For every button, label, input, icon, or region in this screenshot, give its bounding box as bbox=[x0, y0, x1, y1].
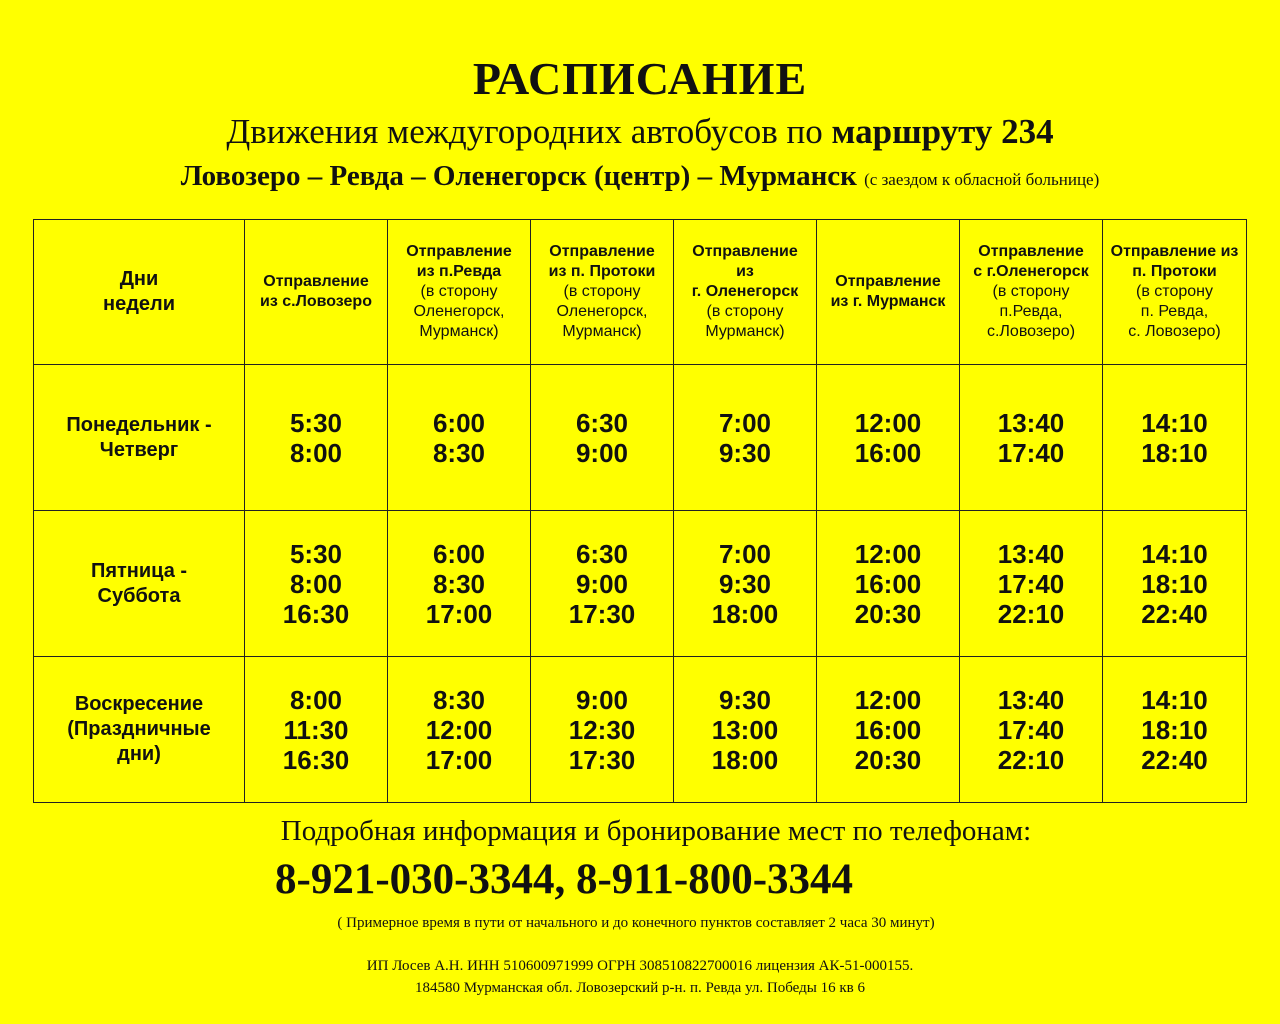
departure-times-cell bbox=[388, 365, 531, 511]
departure-times-cell bbox=[960, 657, 1103, 803]
departure-time: 16:30 bbox=[282, 744, 350, 775]
column-header-direction-line: с.Ловозеро) bbox=[986, 323, 1076, 340]
departure-times-cell bbox=[1103, 511, 1247, 657]
departure-time: 12:30 bbox=[568, 714, 636, 745]
column-header-direction-line: Оленегорск, bbox=[413, 303, 505, 320]
column-header-direction-line: Мурманск) bbox=[419, 323, 499, 340]
departure-time: 11:30 bbox=[283, 714, 349, 745]
departure-time: 13:00 bbox=[711, 714, 779, 745]
departure-times-cell bbox=[674, 657, 817, 803]
column-header-2 bbox=[388, 220, 531, 365]
departure-time: 17:30 bbox=[568, 598, 636, 629]
departure-time: 22:40 bbox=[1141, 598, 1208, 629]
column-header-title-line: из г. Мурманск bbox=[830, 293, 946, 310]
day-cell bbox=[34, 365, 245, 511]
departure-time: 7:00 bbox=[718, 538, 772, 569]
legal-info bbox=[0, 955, 1280, 999]
departure-times-cell bbox=[531, 511, 674, 657]
column-header-5 bbox=[817, 220, 960, 365]
departure-times-cell bbox=[817, 657, 960, 803]
subtitle-prefix: Движения междугородних автобусов по bbox=[226, 112, 832, 151]
column-header-3 bbox=[531, 220, 674, 365]
day-label-line: Суббота bbox=[97, 584, 181, 607]
departure-time: 13:40 bbox=[997, 538, 1065, 569]
departure-time: 9:30 bbox=[718, 684, 772, 715]
departure-time: 9:30 bbox=[718, 568, 772, 599]
departure-time: 14:10 bbox=[1141, 684, 1208, 715]
column-header-title-line: п. Протоки bbox=[1132, 263, 1217, 280]
departure-time: 18:00 bbox=[711, 744, 779, 775]
departure-times-cell bbox=[817, 511, 960, 657]
column-header-title-line: г. Оленегорск bbox=[691, 283, 799, 300]
column-header-title-line: из с.Ловозеро bbox=[260, 293, 372, 310]
contact-info-text: Подробная информация и бронирование мест по телефонам: bbox=[280, 815, 1032, 847]
departure-time: 22:10 bbox=[997, 744, 1065, 775]
column-header-direction-line: п.Ревда, bbox=[999, 303, 1063, 320]
departure-time: 9:00 bbox=[575, 437, 629, 468]
departure-time: 13:40 bbox=[997, 684, 1065, 715]
route-note: (с заездом к обласной больнице) bbox=[864, 170, 1100, 189]
days-header-line: недели bbox=[102, 293, 176, 315]
departure-time: 16:00 bbox=[854, 437, 922, 468]
departure-time: 22:40 bbox=[1141, 744, 1208, 775]
column-header-title-line: из п.Ревда bbox=[416, 263, 502, 280]
departure-time: 16:00 bbox=[854, 568, 922, 599]
route-line bbox=[0, 160, 1280, 193]
departure-times-cell bbox=[531, 657, 674, 803]
poster-subtitle bbox=[0, 112, 1280, 152]
column-header-title-line: Отправление bbox=[549, 243, 655, 260]
column-header-direction-line: (в сторону bbox=[992, 283, 1070, 300]
departure-times-cell bbox=[245, 657, 388, 803]
day-label-line: (Праздничные bbox=[67, 718, 211, 740]
column-header-title-line: Отправление bbox=[835, 273, 941, 290]
days-header-line: Дни bbox=[119, 268, 159, 290]
route-stops: Ловозеро – Ревда – Оленегорск (центр) – Мурманск bbox=[180, 160, 857, 192]
column-header-direction-line: п. Ревда, bbox=[1140, 303, 1209, 320]
departure-time: 20:30 bbox=[854, 744, 922, 775]
column-header-title-line: Отправление bbox=[978, 243, 1084, 260]
departure-time: 14:10 bbox=[1141, 538, 1208, 569]
day-cell bbox=[34, 657, 245, 803]
departure-times-cell bbox=[1103, 657, 1247, 803]
departure-time: 12:00 bbox=[425, 714, 493, 745]
column-header-title-line: из bbox=[736, 263, 754, 280]
departure-times-cell bbox=[960, 365, 1103, 511]
departure-time: 17:40 bbox=[997, 568, 1065, 599]
departure-time: 14:10 bbox=[1141, 407, 1208, 438]
table-row bbox=[34, 365, 1247, 511]
departure-time: 16:00 bbox=[854, 714, 922, 745]
table-row bbox=[34, 511, 1247, 657]
departure-times-cell bbox=[1103, 365, 1247, 511]
departure-time: 8:00 bbox=[289, 437, 343, 468]
departure-time: 9:00 bbox=[575, 684, 629, 715]
column-header-title-line: Отправление из bbox=[1110, 243, 1239, 260]
day-label-line: Четверг bbox=[99, 438, 179, 461]
column-header-direction-line: Мурманск) bbox=[562, 323, 642, 340]
legal-line: ИП Лосев А.Н. ИНН 510600971999 ОГРН 308510822700016 лицензия АК-51-000155. bbox=[366, 958, 914, 974]
legal-line: 184580 Мурманская обл. Ловозерский р-н. п. Ревда ул. Победы 16 кв 6 bbox=[415, 980, 865, 996]
day-cell bbox=[34, 511, 245, 657]
departure-time: 18:10 bbox=[1141, 568, 1208, 599]
column-header-title-line: с г.Оленегорск bbox=[973, 263, 1089, 280]
column-header-direction-line: (в сторону bbox=[1136, 283, 1213, 300]
day-label-line: Воскресение bbox=[74, 693, 204, 715]
departure-time: 18:10 bbox=[1141, 714, 1208, 745]
phone-numbers: 8-921-030-3344, 8-911-800-3344 bbox=[275, 856, 854, 903]
departure-times-cell bbox=[674, 365, 817, 511]
departure-times-cell bbox=[245, 511, 388, 657]
departure-time: 8:00 bbox=[289, 568, 343, 599]
departure-times-cell bbox=[388, 511, 531, 657]
departure-time: 17:40 bbox=[997, 714, 1065, 745]
column-header-direction-line: Мурманск) bbox=[705, 323, 785, 340]
departure-time: 5:30 bbox=[289, 407, 343, 438]
column-header-title-line: Отправление bbox=[692, 243, 798, 260]
departure-time: 12:00 bbox=[854, 538, 922, 569]
departure-time: 6:00 bbox=[432, 538, 486, 569]
departure-time: 8:30 bbox=[432, 684, 486, 715]
departure-time: 17:30 bbox=[568, 744, 636, 775]
days-header-cell bbox=[34, 220, 245, 365]
departure-times-cell bbox=[245, 365, 388, 511]
travel-time-note: ( Примерное время в пути от начального и до конечного пунктов составляет 2 часа 30 минут) bbox=[337, 915, 935, 931]
departure-time: 12:00 bbox=[854, 684, 922, 715]
departure-time: 6:30 bbox=[575, 538, 629, 569]
column-header-direction-line: (в сторону bbox=[420, 283, 498, 300]
departure-time: 17:00 bbox=[425, 598, 493, 629]
column-header-direction-line: Оленегорск, bbox=[556, 303, 648, 320]
schedule-table bbox=[33, 219, 1247, 803]
departure-time: 13:40 bbox=[997, 407, 1065, 438]
departure-time: 6:00 bbox=[432, 407, 486, 438]
departure-time: 18:00 bbox=[711, 598, 779, 629]
subtitle-route-number: маршруту 234 bbox=[831, 112, 1054, 151]
day-label-line: дни) bbox=[117, 743, 161, 765]
day-label-line: Пятница - bbox=[90, 559, 188, 582]
departure-time: 8:30 bbox=[432, 437, 486, 468]
poster-title: РАСПИСАНИЕ bbox=[472, 53, 808, 104]
departure-time: 8:00 bbox=[289, 684, 343, 715]
column-header-7 bbox=[1103, 220, 1247, 365]
table-row bbox=[34, 657, 1247, 803]
departure-time: 8:30 bbox=[432, 568, 486, 599]
column-header-direction-line: (в сторону bbox=[706, 303, 784, 320]
column-header-title-line: Отправление bbox=[263, 273, 369, 290]
departure-times-cell bbox=[388, 657, 531, 803]
departure-time: 12:00 bbox=[854, 407, 922, 438]
departure-time: 6:30 bbox=[575, 407, 629, 438]
departure-time: 18:10 bbox=[1141, 437, 1208, 468]
departure-time: 5:30 bbox=[289, 538, 343, 569]
column-header-direction-line: (в сторону bbox=[563, 283, 641, 300]
column-header-4 bbox=[674, 220, 817, 365]
departure-time: 17:40 bbox=[997, 437, 1065, 468]
departure-time: 16:30 bbox=[282, 598, 350, 629]
header-row bbox=[34, 220, 1247, 365]
departure-times-cell bbox=[674, 511, 817, 657]
departure-time: 17:00 bbox=[425, 744, 493, 775]
column-header-1 bbox=[245, 220, 388, 365]
departure-times-cell bbox=[960, 511, 1103, 657]
departure-time: 20:30 bbox=[854, 598, 922, 629]
departure-time: 22:10 bbox=[997, 598, 1065, 629]
departure-time: 9:00 bbox=[575, 568, 629, 599]
departure-time: 9:30 bbox=[718, 437, 772, 468]
day-label-line: Понедельник - bbox=[66, 413, 212, 436]
column-header-title-line: из п. Протоки bbox=[548, 263, 656, 280]
column-header-6 bbox=[960, 220, 1103, 365]
departure-time: 7:00 bbox=[718, 407, 772, 438]
departure-times-cell bbox=[817, 365, 960, 511]
column-header-title-line: Отправление bbox=[406, 243, 512, 260]
departure-times-cell bbox=[531, 365, 674, 511]
column-header-direction-line: с. Ловозеро) bbox=[1128, 323, 1221, 340]
